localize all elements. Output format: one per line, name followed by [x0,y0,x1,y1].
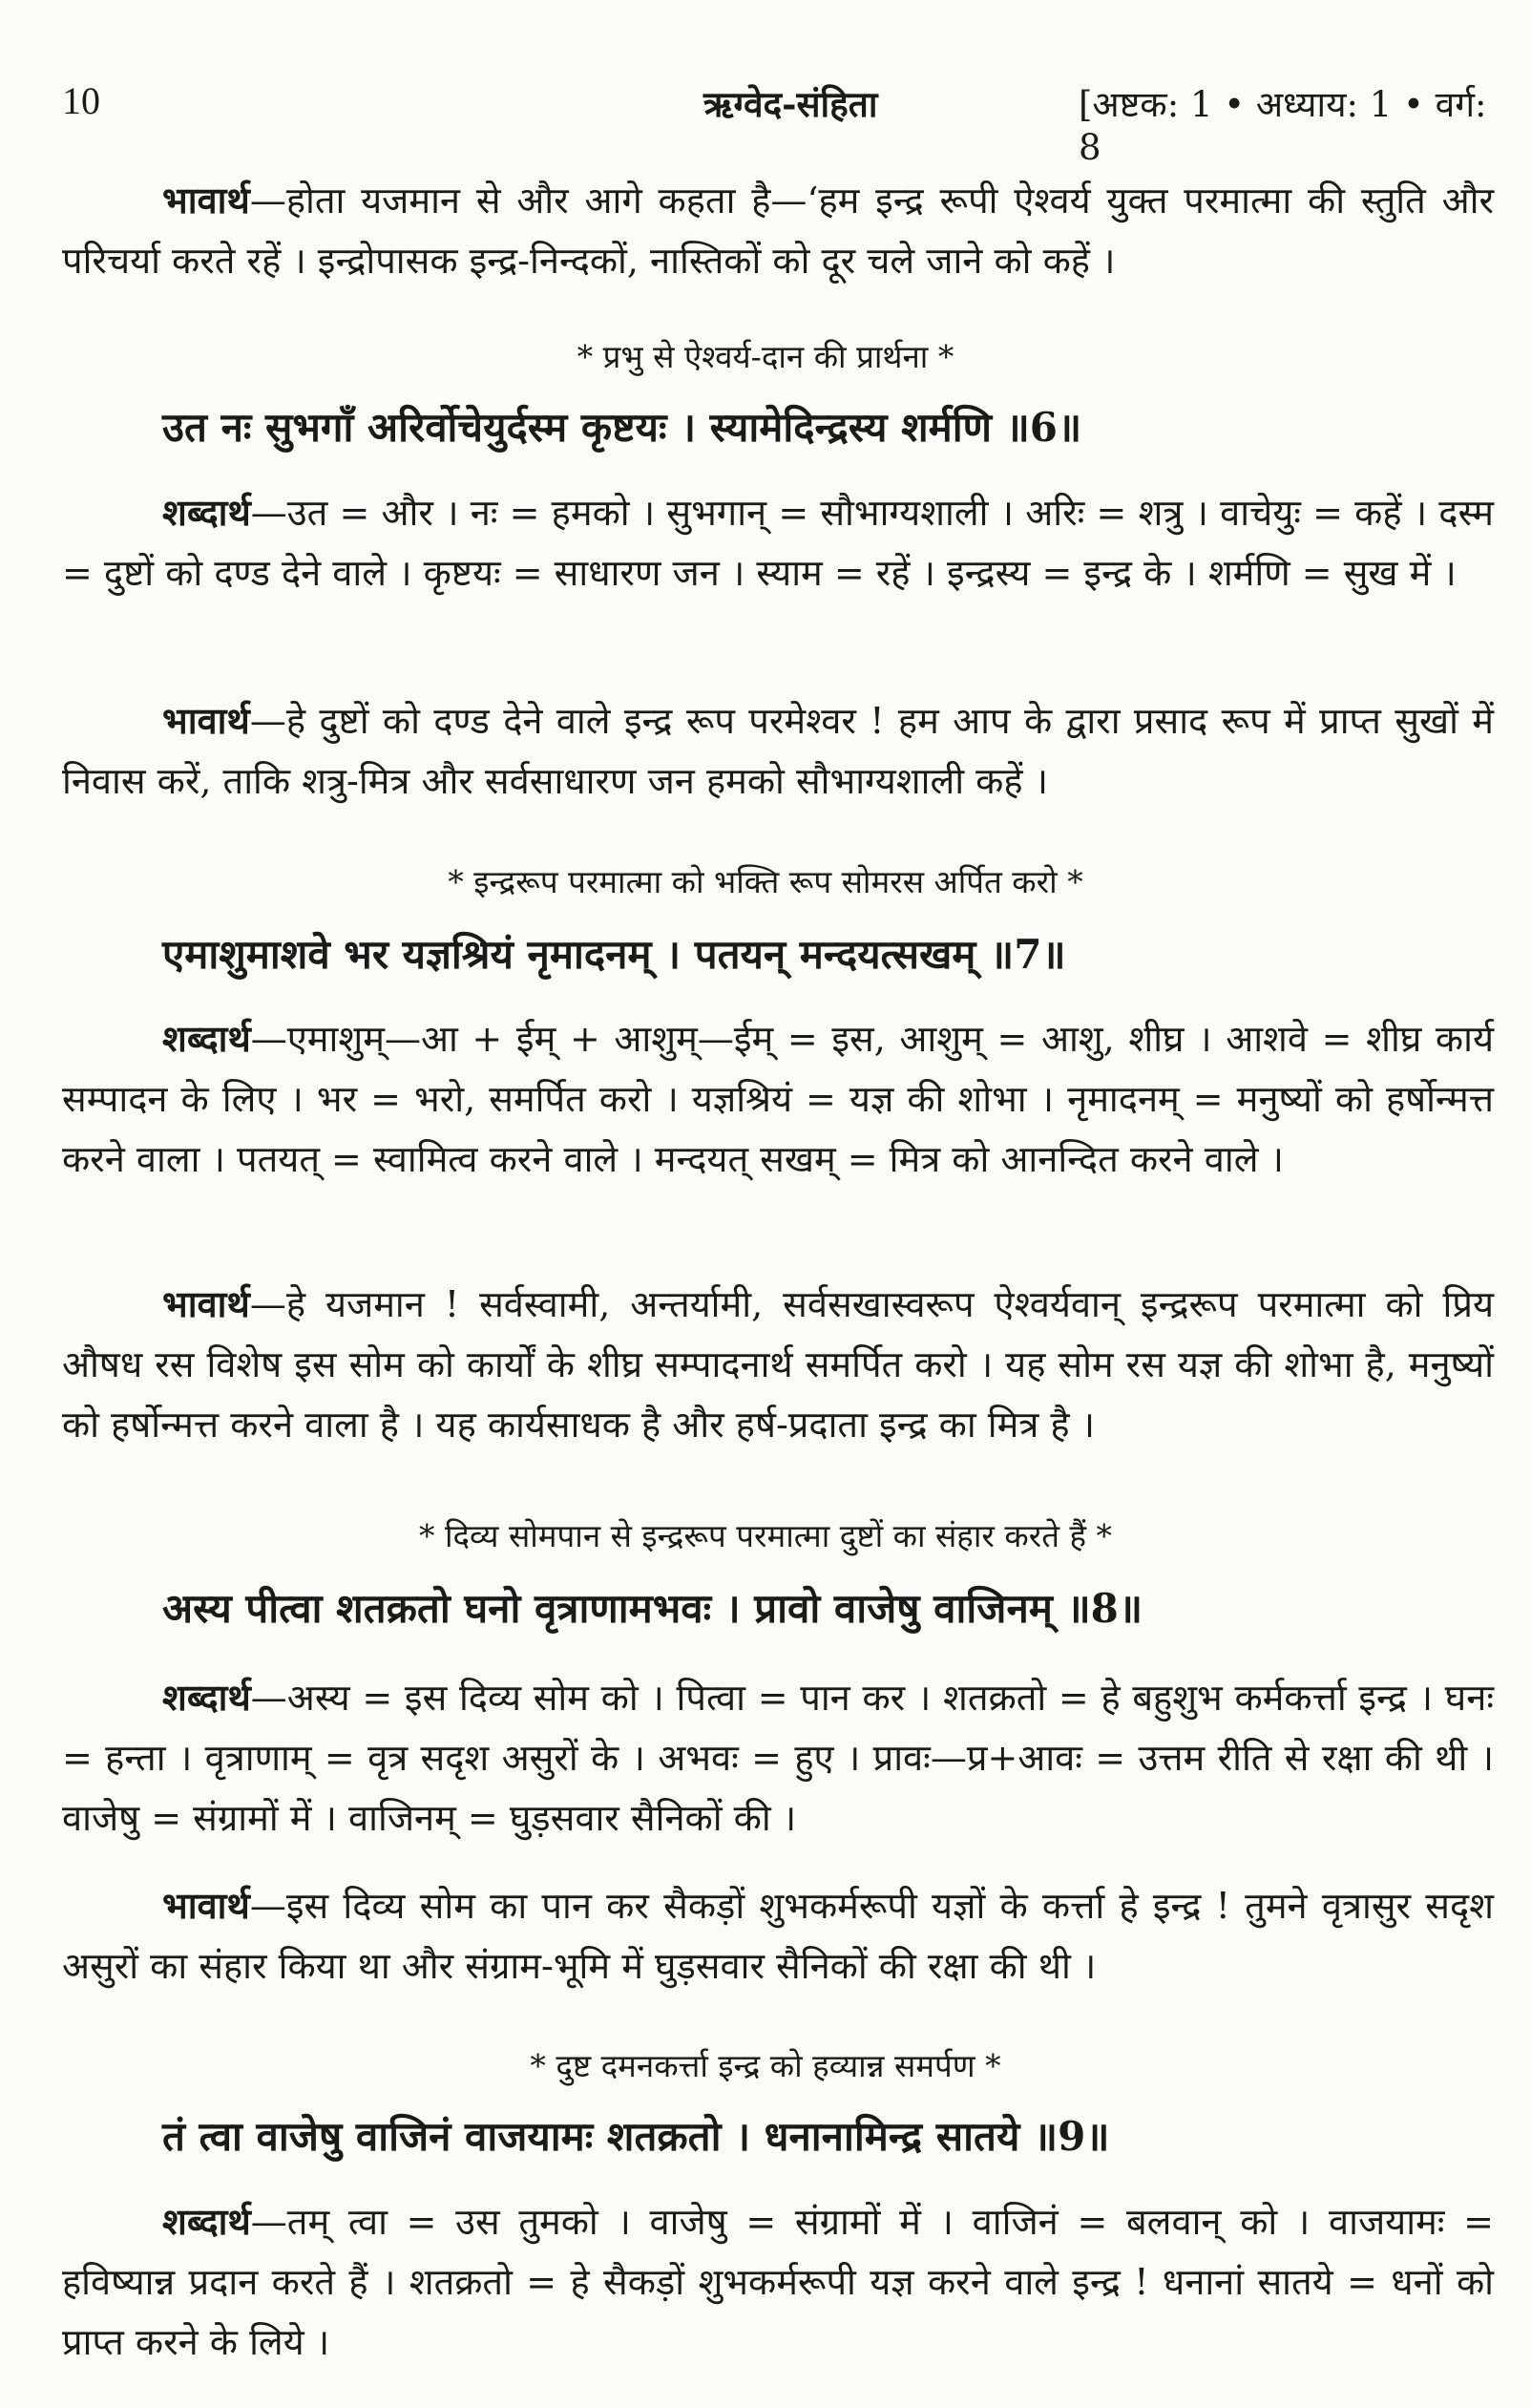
bhavarth-text: —इस दिव्य सोम का पान कर सैकड़ों शुभकर्मरूपी यज्ञों के कर्त्ता हे इन्द्र ! तुमने वृत्रासुर सदृश असुरों का संहार किया था और संग्राम-भूमि में घुड़सवार सैनिकों की रक्षा की थी । [62,1885,1494,1987]
section-heading-8: * दिव्य सोमपान से इन्द्ररूप परमात्मा दुष्टों का संहार करते हैं * [418,1517,1113,1554]
shabdarth-text: —उत = और । नः = हमको । सुभगान् = सौभाग्यशाली । अरिः = शत्रु । वाचेयुः = कहें । दस्म = दुष्टों को दण्ड देने वाले । कृष्टयः = साधारण जन । स्याम = रहें । इन्द्रस्य = इन्द्र के । शर्मणि = सुख में । [62,492,1494,594]
bhavarth-7 [62,1274,1494,1455]
verse-6: उत नः सुभगाँ अरिर्वोचेयुर्दस्म कृष्टयः । स्यामेदिन्द्रस्य शर्मणि ॥6॥ [162,404,1082,451]
shabdarth-7 [62,1008,1494,1190]
section-heading-6: * प्रभु से ऐश्वर्य-दान की प्रार्थना * [577,338,954,375]
shabdarth-label: शब्दार्थ [162,1676,251,1719]
page-header [62,78,1493,168]
page-number: 10 [62,79,100,122]
bhavarth-label: भावार्थ [162,699,250,742]
bhavarth-label: भावार्थ [162,1884,250,1927]
bhavarth-label: भावार्थ [162,179,250,222]
bhavarth-text: —हे यजमान ! सर्वस्वामी, अन्तर्यामी, सर्वसखास्वरूप ऐश्वर्यवान् इन्द्ररूप परमात्मा को प्रिय औषध रस विशेष इस सोम को कार्यों के शीघ्र सम्पादनार्थ समर्पित करो । यह सोम रस यज्ञ की शोभा है, मनुष्यों को हर्षोन्मत्त करने वाला है । यह कार्यसाधक है और हर्ष-प्रदाता इन्द्र का मित्र है । [62,1283,1494,1446]
shabdarth-label: शब्दार्थ [162,2200,251,2243]
section-heading-9: * दुष्ट दमनकर्त्ता इन्द्र को हव्यान्न समर्पण * [530,2047,1001,2084]
bhavarth-text: —होता यजमान से और आगे कहता है—‘हम इन्द्र रूपी ऐश्वर्य युक्त परमात्मा की स्तुति और परिचर्या करते रहें । इन्द्रोपासक इन्द्र-निन्दकों, नास्तिकों को दूर चले जाने को कहें । [62,180,1494,282]
chapter-reference: [अष्टक: 1 • अध्याय: 1 • वर्ग: 8 [1079,84,1487,168]
shabdarth-text: —तम् त्वा = उस तुमको । वाजेषु = संग्रामों में । वाजिनं = बलवान् को । वाजयामः = हविष्यान्न प्रदान करते हैं । शतक्रतो = हे सैकड़ों शुभकर्मरूपी यज्ञ करने वाले इन्द्र ! धनानां सातये = धनों को प्राप्त करने के लिये । [62,2201,1494,2363]
bhavarth-8 [62,1875,1494,1996]
shabdarth-label: शब्दार्थ [162,1017,251,1060]
section-heading-7: * इन्द्ररूप परमात्मा को भक्ति रूप सोमरस अर्पित करो * [448,863,1083,900]
bhavarth-label: भावार्थ [162,1282,250,1325]
shabdarth-label: शब्दार्थ [162,491,251,534]
shabdarth-text: —एमाशुम्—आ + ईम् + आशुम्—ईम् = इस, आशुम् = आशु, शीघ्र । आशवे = शीघ्र कार्य सम्पादन के लिए । भर = भरो, समर्पित करो । यज्ञश्रियं = यज्ञ की शोभा । नृमादनम् = मनुष्यों को हर्षोन्मत्त करने वाला । पतयत् = स्वामित्व करने वाले । मन्दयत् सखम् = मित्र को आनन्दित करने वाले । [62,1018,1494,1180]
intro-bhavarth [62,170,1494,291]
shabdarth-6 [62,482,1494,603]
verse-9: तं त्वा वाजेषु वाजिनं वाजयामः शतक्रतो । धनानामिन्द्र सातये ॥9॥ [162,2113,1110,2160]
bhavarth-text: —हे दुष्टों को दण्ड देने वाले इन्द्र रूप परमेश्वर ! हम आप के द्वारा प्रसाद रूप में प्राप्त सुखों में निवास करें, ताकि शत्रु-मित्र और सर्वसाधारण जन हमको सौभाग्यशाली कहें । [62,700,1494,802]
shabdarth-9 [62,2191,1494,2373]
shabdarth-text: —अस्य = इस दिव्य सोम को । पित्वा = पान कर । शतक्रतो = हे बहुशुभ कर्मकर्त्ता इन्द्र । घनः = हन्ता । वृत्राणाम् = वृत्र सदृश असुरों के । अभवः = हुए । प्रावः—प्र+आवः = उत्तम रीति से रक्षा की थी । वाजेषु = संग्रामों में । वाजिनम् = घुड़सवार सैनिकों की । [62,1677,1494,1839]
book-title: ऋग्वेद-संहिता [703,83,878,125]
verse-7: एमाशुमाशवे भर यज्ञश्रियं नृमादनम् । पतयन् मन्दयत्सखम् ॥7॥ [162,931,1066,978]
shabdarth-8 [62,1667,1494,1848]
verse-8: अस्य पीत्वा शतक्रतो घनो वृत्राणामभवः । प्रावो वाजेषु वाजिनम् ॥8॥ [162,1585,1143,1632]
bhavarth-6 [62,690,1494,812]
